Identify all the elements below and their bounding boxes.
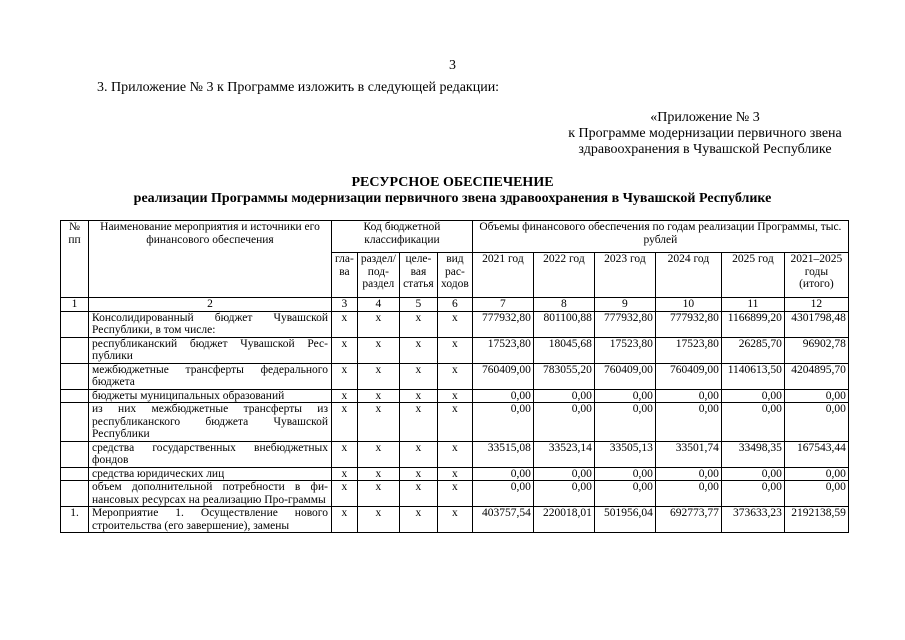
row-number: [61, 389, 89, 403]
row-number: [61, 481, 89, 507]
value-cell: 0,00: [655, 467, 721, 481]
value-cell: 17523,80: [472, 337, 533, 363]
header-num: № пп: [61, 221, 89, 298]
value-cell: 18045,68: [533, 337, 594, 363]
budget-code-cell: х: [437, 403, 472, 442]
budget-code-cell: х: [332, 403, 358, 442]
row-number: [61, 441, 89, 467]
value-cell: 0,00: [594, 389, 655, 403]
page-number: 3: [449, 58, 456, 73]
row-name: бюджеты муниципальных образований: [89, 389, 332, 403]
index-cell: 2: [89, 298, 332, 312]
document-title: РЕСУРСНОЕ ОБЕСПЕЧЕНИЕ: [351, 175, 554, 190]
row-name: из них межбюджетные трансферты из республиканского бюджета Чувашской Республики: [89, 403, 332, 442]
table-row: [61, 481, 849, 507]
row-number: 1.: [61, 507, 89, 533]
budget-code-cell: х: [332, 441, 358, 467]
value-cell: 0,00: [655, 403, 721, 442]
value-cell: 2192138,59: [784, 507, 848, 533]
budget-code-cell: х: [399, 337, 437, 363]
budget-code-cell: х: [357, 507, 399, 533]
value-cell: 777932,80: [655, 311, 721, 337]
value-cell: 17523,80: [655, 337, 721, 363]
value-cell: 4301798,48: [784, 311, 848, 337]
value-cell: 0,00: [721, 467, 784, 481]
row-number: [61, 311, 89, 337]
table-row: [61, 403, 849, 442]
value-cell: 760409,00: [472, 363, 533, 389]
appendix-line: здравоохранения в Чувашской Республике: [578, 142, 832, 157]
budget-code-cell: х: [399, 363, 437, 389]
header-year: 2023 год: [594, 253, 655, 298]
value-cell: 0,00: [784, 481, 848, 507]
row-name: межбюджетные трансферты федерального бюджета: [89, 363, 332, 389]
index-cell: 1: [61, 298, 89, 312]
value-cell: 760409,00: [594, 363, 655, 389]
value-cell: 760409,00: [655, 363, 721, 389]
value-cell: 1166899,20: [721, 311, 784, 337]
value-cell: 4204895,70: [784, 363, 848, 389]
value-cell: 0,00: [655, 481, 721, 507]
row-number: [61, 337, 89, 363]
index-cell: 4: [357, 298, 399, 312]
index-cell: 6: [437, 298, 472, 312]
budget-code-cell: х: [332, 363, 358, 389]
value-cell: 33515,08: [472, 441, 533, 467]
value-cell: 0,00: [533, 389, 594, 403]
row-name: Консолидированный бюджет Чувашской Республики, в том числе:: [89, 311, 332, 337]
budget-code-cell: х: [437, 389, 472, 403]
index-row: [61, 298, 849, 312]
budget-code-cell: х: [437, 441, 472, 467]
table-row: [61, 337, 849, 363]
budget-code-cell: х: [437, 337, 472, 363]
value-cell: 0,00: [594, 467, 655, 481]
resource-table: [60, 220, 849, 533]
value-cell: 0,00: [784, 467, 848, 481]
budget-code-cell: х: [399, 507, 437, 533]
header-year: 2021 год: [472, 253, 533, 298]
index-cell: 5: [399, 298, 437, 312]
row-name: средства юридических лиц: [89, 467, 332, 481]
header-year: 2022 год: [533, 253, 594, 298]
table-row: [61, 363, 849, 389]
budget-code-cell: х: [399, 481, 437, 507]
row-number: [61, 363, 89, 389]
value-cell: 220018,01: [533, 507, 594, 533]
budget-code-cell: х: [399, 403, 437, 442]
value-cell: 33523,14: [533, 441, 594, 467]
value-cell: 783055,20: [533, 363, 594, 389]
value-cell: 0,00: [533, 467, 594, 481]
value-cell: 0,00: [784, 389, 848, 403]
value-cell: 17523,80: [594, 337, 655, 363]
value-cell: 1140613,50: [721, 363, 784, 389]
budget-code-cell: х: [399, 389, 437, 403]
budget-code-cell: х: [399, 311, 437, 337]
appendix-heading: [520, 110, 890, 158]
row-name: объем дополнительной потребности в фи-нансовых ресурсах на реализацию Про-граммы: [89, 481, 332, 507]
table-row: [61, 441, 849, 467]
value-cell: 33498,35: [721, 441, 784, 467]
value-cell: 33505,13: [594, 441, 655, 467]
header-section: раздел/ под-раздел: [357, 253, 399, 298]
value-cell: 777932,80: [472, 311, 533, 337]
value-cell: 501956,04: [594, 507, 655, 533]
appendix-line: к Программе модернизации первичного звена: [568, 126, 842, 141]
header-expense-type: вид рас-ходов: [437, 253, 472, 298]
table-row: [61, 311, 849, 337]
document-subtitle: реализации Программы модернизации первичного звена здравоохранения в Чувашской Республике: [133, 191, 772, 206]
value-cell: 33501,74: [655, 441, 721, 467]
value-cell: 0,00: [533, 481, 594, 507]
value-cell: 0,00: [721, 389, 784, 403]
budget-code-cell: х: [437, 467, 472, 481]
budget-code-cell: х: [399, 441, 437, 467]
table-row: [61, 467, 849, 481]
header-year: 2024 год: [655, 253, 721, 298]
table-row: [61, 507, 849, 533]
budget-code-cell: х: [437, 507, 472, 533]
appendix-line: «Приложение № 3: [650, 110, 760, 125]
value-cell: 0,00: [533, 403, 594, 442]
row-number: [61, 403, 89, 442]
budget-code-cell: х: [357, 467, 399, 481]
value-cell: 0,00: [594, 481, 655, 507]
index-cell: 9: [594, 298, 655, 312]
row-name: средства государственных внебюджетных фондов: [89, 441, 332, 467]
value-cell: 167543,44: [784, 441, 848, 467]
header-target-article: целе-вая статья: [399, 253, 437, 298]
header-budget-code: Код бюджетной классификации: [332, 221, 473, 253]
budget-code-cell: х: [357, 403, 399, 442]
value-cell: 0,00: [784, 403, 848, 442]
budget-code-cell: х: [399, 467, 437, 481]
budget-code-cell: х: [332, 467, 358, 481]
index-cell: 8: [533, 298, 594, 312]
header-chapter: гла-ва: [332, 253, 358, 298]
budget-code-cell: х: [437, 311, 472, 337]
intro-text: 3. Приложение № 3 к Программе изложить в следующей редакции:: [97, 80, 500, 95]
value-cell: 0,00: [655, 389, 721, 403]
row-name: Мероприятие 1. Осуществление нового строительства (его завершение), замены: [89, 507, 332, 533]
value-cell: 403757,54: [472, 507, 533, 533]
budget-code-cell: х: [357, 481, 399, 507]
index-cell: 11: [721, 298, 784, 312]
row-name: республиканский бюджет Чувашской Рес-публики: [89, 337, 332, 363]
header-year-total: 2021–2025 годы (итого): [784, 253, 848, 298]
budget-code-cell: х: [437, 481, 472, 507]
value-cell: 96902,78: [784, 337, 848, 363]
index-cell: 3: [332, 298, 358, 312]
value-cell: 777932,80: [594, 311, 655, 337]
row-number: [61, 467, 89, 481]
header-volumes: Объемы финансового обеспечения по годам реализации Программы, тыс. рублей: [472, 221, 848, 253]
budget-code-cell: х: [332, 481, 358, 507]
index-cell: 12: [784, 298, 848, 312]
value-cell: 0,00: [721, 481, 784, 507]
value-cell: 0,00: [472, 467, 533, 481]
table-row: [61, 389, 849, 403]
budget-code-cell: х: [332, 389, 358, 403]
value-cell: 373633,23: [721, 507, 784, 533]
budget-code-cell: х: [437, 363, 472, 389]
budget-code-cell: х: [357, 311, 399, 337]
value-cell: 0,00: [472, 403, 533, 442]
budget-code-cell: х: [357, 389, 399, 403]
budget-code-cell: х: [332, 507, 358, 533]
budget-code-cell: х: [357, 441, 399, 467]
header-name: Наименование мероприятия и источники его финансового обеспечения: [89, 221, 332, 298]
value-cell: 26285,70: [721, 337, 784, 363]
budget-code-cell: х: [332, 311, 358, 337]
budget-code-cell: х: [357, 363, 399, 389]
value-cell: 801100,88: [533, 311, 594, 337]
budget-code-cell: х: [332, 337, 358, 363]
index-cell: 7: [472, 298, 533, 312]
value-cell: 0,00: [594, 403, 655, 442]
index-cell: 10: [655, 298, 721, 312]
value-cell: 0,00: [472, 389, 533, 403]
header-year: 2025 год: [721, 253, 784, 298]
value-cell: 692773,77: [655, 507, 721, 533]
value-cell: 0,00: [472, 481, 533, 507]
budget-code-cell: х: [357, 337, 399, 363]
value-cell: 0,00: [721, 403, 784, 442]
